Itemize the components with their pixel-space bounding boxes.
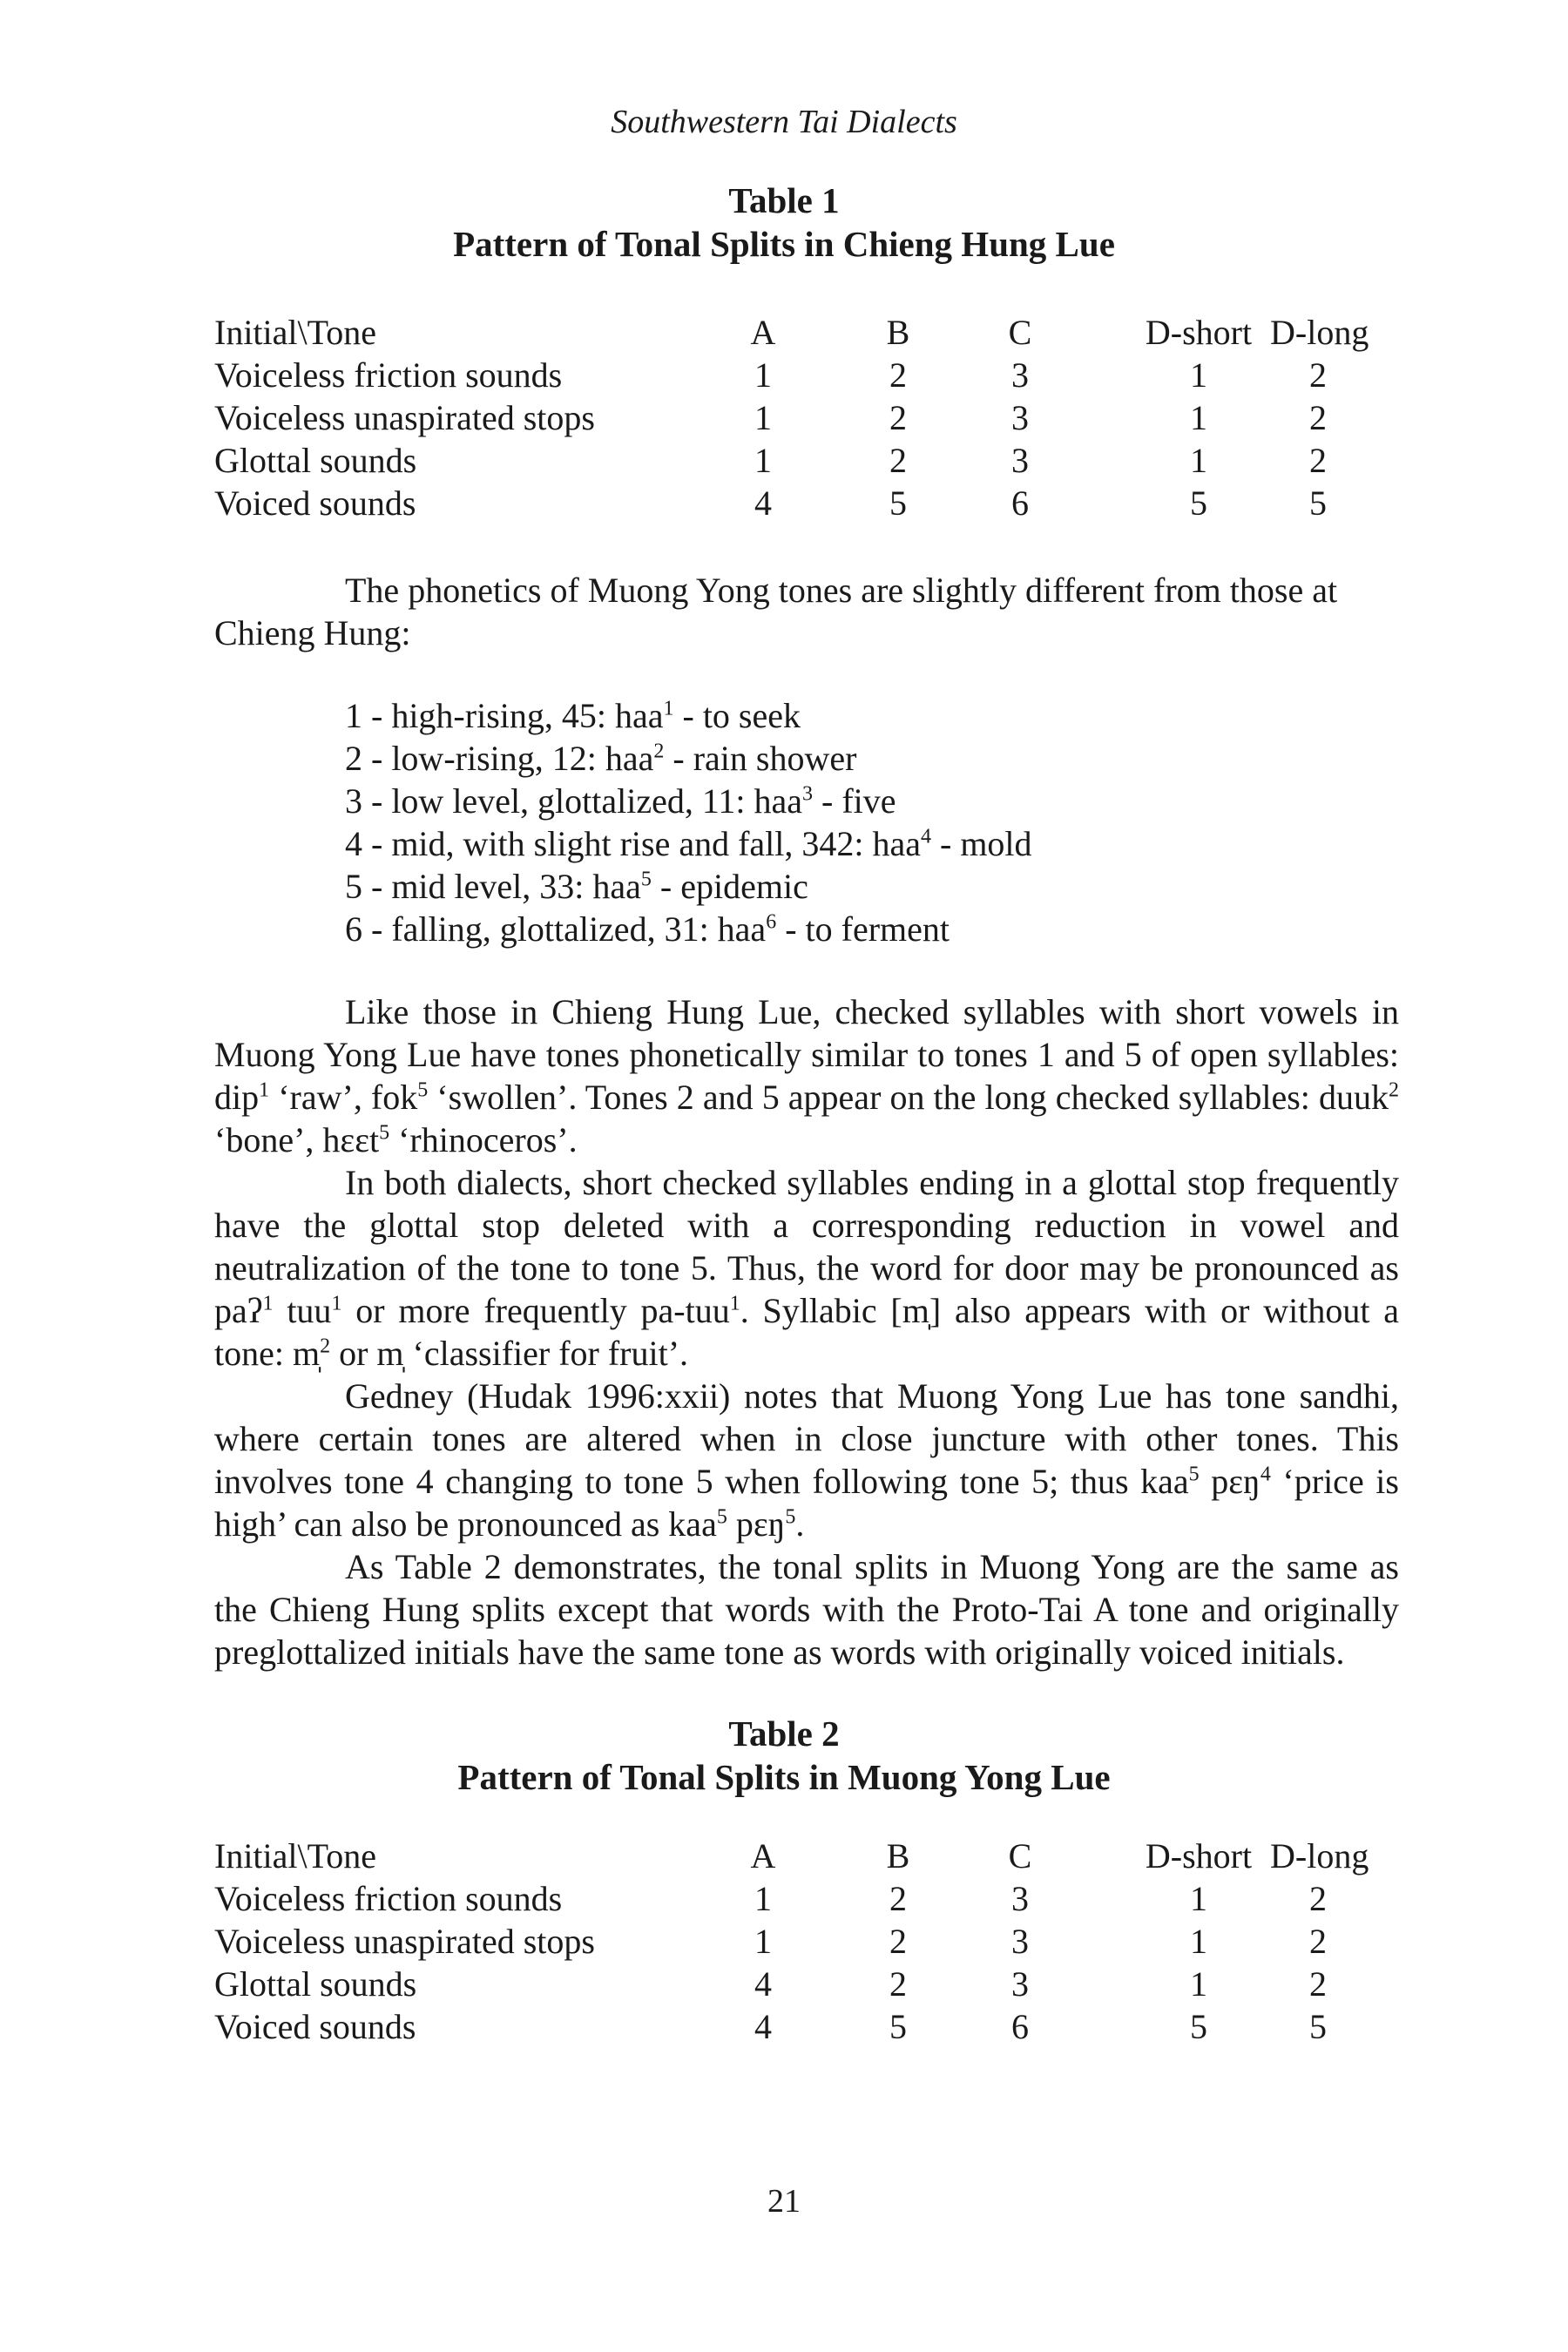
table2-header-row	[214, 1835, 1399, 1877]
body-text	[214, 990, 1399, 1673]
cell-d-short: 1	[1190, 1879, 1207, 1918]
cell-c: 6	[1011, 483, 1029, 523]
row-label: Voiced sounds	[214, 483, 416, 523]
cell-a: 1	[754, 398, 772, 437]
cell-c: 3	[1011, 398, 1029, 437]
table-row	[214, 439, 1399, 482]
cell-d-short: 5	[1190, 2007, 1207, 2046]
table2-number: Table 2	[728, 1713, 840, 1754]
cell-c: 3	[1011, 1922, 1029, 1961]
table-row	[214, 354, 1399, 396]
table-row	[214, 1877, 1399, 1920]
cell-b: 2	[889, 441, 907, 480]
cell-d-long: 2	[1309, 398, 1327, 437]
row-label: Voiceless friction sounds	[214, 1879, 563, 1918]
cell-c: 3	[1011, 355, 1029, 395]
cell-b: 5	[889, 483, 907, 523]
paragraph-1: Like those in Chieng Hung Lue, checked syllables with short vowels in Muong Yong Lue have tones phonetically similar to tones 1 and 5 of open syllables: dip$^1$ ‘raw’, fok$^5$ ‘swollen’. Tones 2 and 5 appear on the long checked syllables: duuk$^2$ ‘bone’, hɛɛt$^5$ ‘rhinoceros’.	[214, 992, 1399, 1159]
cell-d-long: 5	[1309, 483, 1327, 523]
cell-d-short: 1	[1190, 398, 1207, 437]
cell-b: 5	[889, 2007, 907, 2046]
cell-b: 2	[889, 1879, 907, 1918]
cell-d-long: 2	[1309, 355, 1327, 395]
table1-header-row	[214, 311, 1399, 354]
header-d-long: D-long	[1270, 1836, 1369, 1876]
cell-d-long: 2	[1309, 441, 1327, 480]
list-item: 5 - mid level, 33: haa$^5$ - epidemic	[345, 867, 808, 906]
cell-a: 4	[754, 1964, 772, 2004]
list-item: 2 - low-rising, 12: haa$^2$ - rain shower	[345, 739, 857, 778]
cell-c: 6	[1011, 2007, 1029, 2046]
intro-paragraph	[214, 569, 1399, 654]
header-initial-tone: Initial\Tone	[214, 313, 377, 352]
cell-b: 2	[889, 1922, 907, 1961]
cell-a: 4	[754, 2007, 772, 2046]
header-d-short: D-short	[1145, 313, 1253, 352]
table1	[214, 311, 1399, 524]
cell-d-short: 1	[1190, 1922, 1207, 1961]
cell-d-long: 2	[1309, 1879, 1327, 1918]
table2	[214, 1835, 1399, 2048]
row-label: Glottal sounds	[214, 1964, 417, 2004]
cell-a: 1	[754, 355, 772, 395]
cell-d-long: 2	[1309, 1964, 1327, 2004]
list-item: 1 - high-rising, 45: haa$^1$ - to seek	[345, 696, 801, 735]
cell-a: 1	[754, 441, 772, 480]
tone-list	[345, 694, 1303, 950]
list-item: 3 - low level, glottalized, 11: haa$^3$ - five	[345, 781, 896, 821]
row-label: Voiceless friction sounds	[214, 355, 563, 395]
cell-a: 1	[754, 1879, 772, 1918]
cell-d-short: 1	[1190, 441, 1207, 480]
list-item: 6 - falling, glottalized, 31: haa$^6$ - to ferment	[345, 909, 950, 949]
page-number: 21	[767, 2183, 801, 2220]
intro-line-2: Chieng Hung:	[214, 613, 411, 652]
cell-d-short: 5	[1190, 483, 1207, 523]
paragraph-4: As Table 2 demonstrates, the tonal splits in Muong Yong are the same as the Chieng Hung splits except that words with the Proto-Tai A tone and originally preglottalized initials have the same tone as words with originally voiced initials.	[214, 1547, 1399, 1672]
table1-title: Pattern of Tonal Splits in Chieng Hung Lue	[453, 224, 1115, 264]
cell-d-long: 2	[1309, 1922, 1327, 1961]
header-d-short: D-short	[1145, 1836, 1253, 1876]
cell-a: 4	[754, 483, 772, 523]
table1-number: Table 1	[728, 180, 840, 220]
list-item: 4 - mid, with slight rise and fall, 342: haa$^4$ - mold	[345, 824, 1032, 863]
table2-title: Pattern of Tonal Splits in Muong Yong Lue	[457, 1757, 1111, 1797]
header-c: C	[1008, 313, 1032, 352]
cell-b: 2	[889, 355, 907, 395]
header-b: B	[886, 1836, 910, 1876]
cell-d-short: 1	[1190, 355, 1207, 395]
header-a: A	[750, 313, 776, 352]
cell-b: 2	[889, 1964, 907, 2004]
cell-d-long: 5	[1309, 2007, 1327, 2046]
header-initial-tone: Initial\Tone	[214, 1836, 377, 1876]
paragraph-2: In both dialects, short checked syllables ending in a glottal stop frequently have the glottal stop deleted with a corresponding reduction in vowel and neutralization of the tone to tone 5. Thus, the word for door may be pronounced as paʔ$^1$ tuu$^1$ or more frequently pa-tuu$^1$. Syllabic [m̩] also appears with or without a tone: m̩$^2$ or m̩ ‘classifier for fruit’.	[214, 1163, 1400, 1373]
row-label: Voiced sounds	[214, 2007, 416, 2046]
cell-d-short: 1	[1190, 1964, 1207, 2004]
table-row	[214, 1920, 1399, 1963]
table-row	[214, 1963, 1399, 2005]
header-c: C	[1008, 1836, 1032, 1876]
paragraph-3: Gedney (Hudak 1996:xxii) notes that Muong Yong Lue has tone sandhi, where certain tones are altered when in close juncture with other tones. This involves tone 4 changing to tone 5 when following tone 5; thus kaa$^5$ pɛŋ$^4$ ‘price is high’ can also be pronounced as kaa$^5$ pɛŋ$^5$.	[214, 1376, 1399, 1544]
table-row	[214, 2005, 1399, 2048]
header-a: A	[750, 1836, 776, 1876]
intro-line-1: The phonetics of Muong Yong tones are slightly different from those at	[345, 571, 1338, 610]
row-label: Glottal sounds	[214, 441, 417, 480]
cell-b: 2	[889, 398, 907, 437]
cell-a: 1	[754, 1922, 772, 1961]
row-label: Voiceless unaspirated stops	[214, 398, 595, 437]
running-head: Southwestern Tai Dialects	[611, 104, 957, 140]
header-d-long: D-long	[1270, 313, 1369, 352]
cell-c: 3	[1011, 441, 1029, 480]
cell-c: 3	[1011, 1964, 1029, 2004]
cell-c: 3	[1011, 1879, 1029, 1918]
row-label: Voiceless unaspirated stops	[214, 1922, 595, 1961]
table-row	[214, 396, 1399, 439]
table-row	[214, 482, 1399, 524]
header-b: B	[886, 313, 910, 352]
